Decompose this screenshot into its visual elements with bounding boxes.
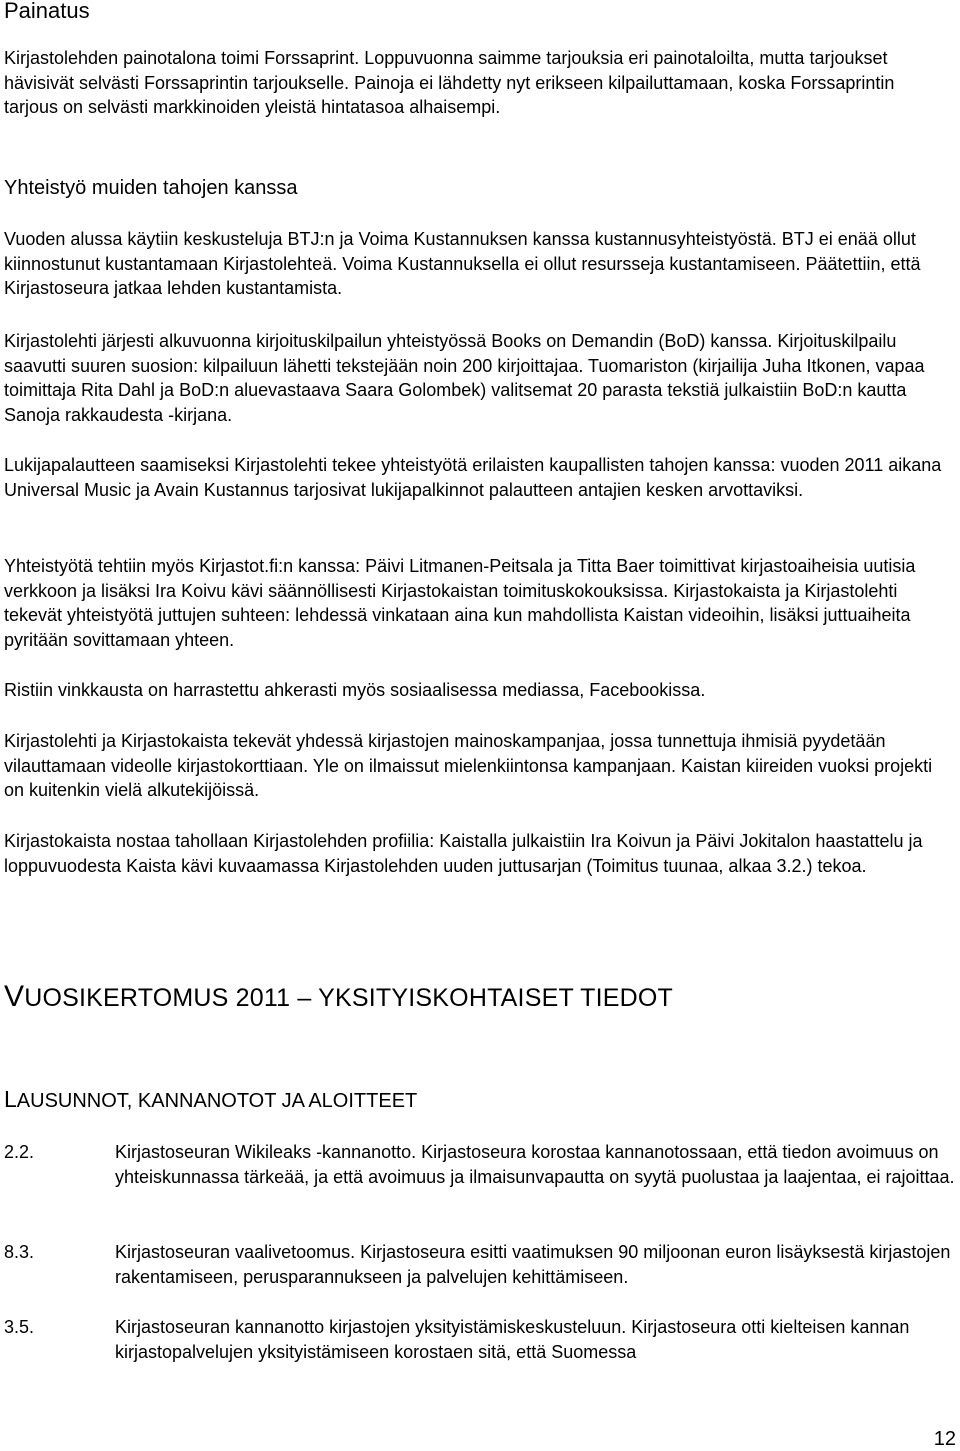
paragraph-lukijapalaute: Lukijapalautteen saamiseksi Kirjastolehti tekee yhteistyötä erilaisten kaupallisten tahojen kanssa: vuoden 2011 aikana Universal Music ja Avain Kustannus tarjosivat lukijapalkinnot palautteen antajien kesken arvottaviksi. bbox=[4, 455, 942, 500]
title-vuosikertomus: VUOSIKERTOMUS 2011 – YKSITYISKOHTAISET TIEDOT bbox=[4, 980, 674, 1013]
item-number: 8.3. bbox=[4, 1242, 35, 1262]
item-text: Kirjastoseuran kannanotto kirjastojen yksityistämiskeskusteluun. Kirjastoseura otti kielteisen kannan kirjastopalvelujen yksityistämiseen korostaen sitä, että Suomessa bbox=[115, 1317, 910, 1362]
item-number: 3.5. bbox=[4, 1317, 35, 1337]
section-heading-painatus: Painatus bbox=[4, 0, 90, 23]
page-number: 12 bbox=[933, 1428, 956, 1450]
item-text: Kirjastoseuran Wikileaks -kannanotto. Kirjastoseura korostaa kannanotossaan, että tiedon avoimuus on yhteiskunnassa tärkeää, ja että avoimuus ja ilmaisunvapautta on syytä puolustaa ja laajentaa, ei rajoittaa. bbox=[115, 1142, 955, 1187]
list-item bbox=[4, 1140, 955, 1214]
paragraph-painatus: Kirjastolehden painotalona toimi Forssaprint. Loppuvuonna saimme tarjouksia eri painotaloilta, mutta tarjoukset hävisivät selvästi Forssaprintin tarjoukselle. Painoja ei lähdetty nyt erikseen kilpailuttamaan, koska Forssaprintin tarjous on selvästi markkinoiden yleistä hintatasoa alhaisempi. bbox=[4, 48, 895, 117]
paragraph-bod: Kirjastolehti järjesti alkuvuonna kirjoituskilpailun yhteistyössä Books on Demandin (BoD) kanssa. Kirjoituskilpailu saavutti suuren suosion: kilpailuun lähetti tekstejään noin 200 kirjoittajaa. Tuomariston (kirjailija Juha Itkonen, vapaa toimittaja Rita Dahl ja BoD:n aluevastaava Saara Golombek) valitsemat 20 parasta tekstiä julkaistiin BoD:n kautta Sanoja rakkaudesta -kirjana. bbox=[4, 331, 925, 425]
paragraph-btj: Vuoden alussa käytiin keskusteluja BTJ:n ja Voima Kustannuksen kanssa kustannusyhteistyöstä. BTJ ei enää ollut kiinnostunut kustantamaan Kirjastolehteä. Voima Kustannuksella ei ollut resursseja kustantamiseen. Päätettiin, että Kirjastoseura jatkaa lehden kustantamista. bbox=[4, 229, 921, 298]
paragraph-profiili: Kirjastokaista nostaa tahollaan Kirjastolehden profiilia: Kaistalla julkaistiin Ira Koivun ja Päivi Jokitalon haastattelu ja loppuvuodesta Kaista kävi kuvaamassa Kirjastolehden uuden juttusarjan (Toimitus tuunaa, alkaa 3.2.) tekoa. bbox=[4, 831, 923, 876]
section-heading-yhteistyo: Yhteistyö muiden tahojen kanssa bbox=[4, 177, 298, 199]
item-number: 2.2. bbox=[4, 1142, 35, 1162]
paragraph-kirjastot-fi: Yhteistyötä tehtiin myös Kirjastot.fi:n kanssa: Päivi Litmanen-Peitsala ja Titta Baer toimittivat kirjastoaiheisia uutisia verkkoon ja lisäksi Ira Koivu kävi säännöllisesti Kirjastokaistan toimituskokouksissa. Kirjastokaista ja Kirjastolehti tekevät yhteistyötä juttujen suhteen: lehdessä vinkataan aina kun mahdollista Kaistan videoihin, lisäksi juttuaiheita pyritään sovittamaan yhteen. bbox=[4, 556, 916, 650]
item-text: Kirjastoseuran vaalivetoomus. Kirjastoseura esitti vaatimuksen 90 miljoonan euron lisäyksestä kirjastojen rakentamiseen, perusparannukseen ja palvelujen kehittämiseen. bbox=[115, 1242, 951, 1287]
list-item bbox=[4, 1240, 952, 1290]
title-lausunnot: LAUSUNNOT, KANNANOTOT JA ALOITTEET bbox=[4, 1086, 418, 1112]
list-item bbox=[4, 1315, 952, 1365]
paragraph-kampanja: Kirjastolehti ja Kirjastokaista tekevät yhdessä kirjastojen mainoskampanjaa, jossa tunnettuja ihmisiä pyydetään vilauttamaan videolle kirjastokorttiaan. Yle on ilmaissut mielenkiintonsa kampanjaan. Kaistan kiireiden vuoksi projekti on kuitenkin vielä alkutekijöissä. bbox=[4, 731, 933, 800]
paragraph-ristiin: Ristiin vinkkausta on harrastettu ahkerasti myös sosiaalisessa mediassa, Facebookissa. bbox=[4, 680, 706, 700]
